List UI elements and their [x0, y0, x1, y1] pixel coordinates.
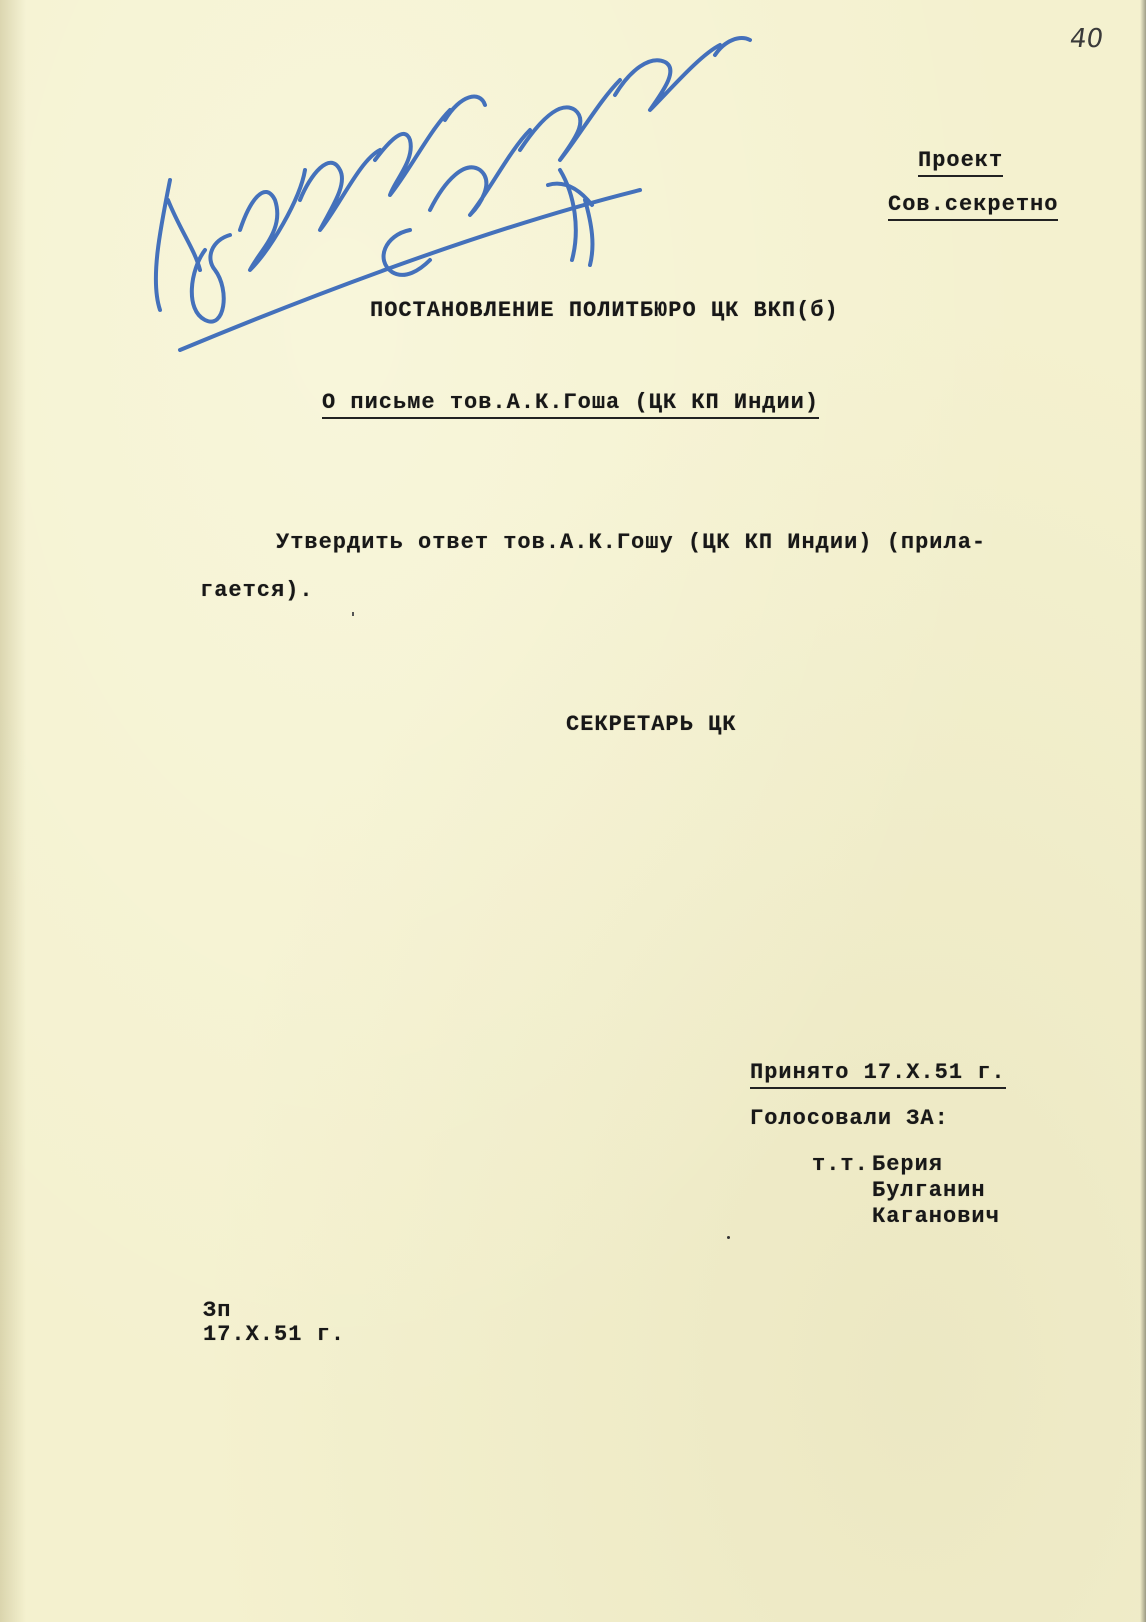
footer-date: 17.X.51 г.: [203, 1322, 346, 1347]
voter-name: Берия: [872, 1152, 944, 1177]
voted-for-label: Голосовали ЗА:: [750, 1106, 949, 1131]
stray-mark: [352, 612, 354, 616]
voter-name: Каганович: [872, 1204, 1000, 1229]
body-line-1: Утвердить ответ тов.А.К.Гошу (ЦК КП Индии) (прила-: [276, 530, 987, 555]
footer-code: Зп: [203, 1298, 232, 1323]
archive-page-number: 40: [1067, 24, 1106, 54]
project-label: Проект: [918, 148, 1003, 177]
voter-name: Булганин: [872, 1178, 986, 1203]
classification-label: Сов.секретно: [888, 192, 1058, 221]
stray-mark: [727, 1236, 730, 1239]
voters-prefix: т.т.: [812, 1152, 869, 1177]
adoption-date: Принято 17.X.51 г.: [750, 1060, 1006, 1089]
signature-title: СЕКРЕТАРЬ ЦК: [566, 712, 737, 737]
body-line-2: гается).: [200, 578, 314, 603]
document-subject: О письме тов.А.К.Гоша (ЦК КП Индии): [322, 390, 819, 419]
document-title: ПОСТАНОВЛЕНИЕ ПОЛИТБЮРО ЦК ВКП(б): [370, 298, 839, 323]
